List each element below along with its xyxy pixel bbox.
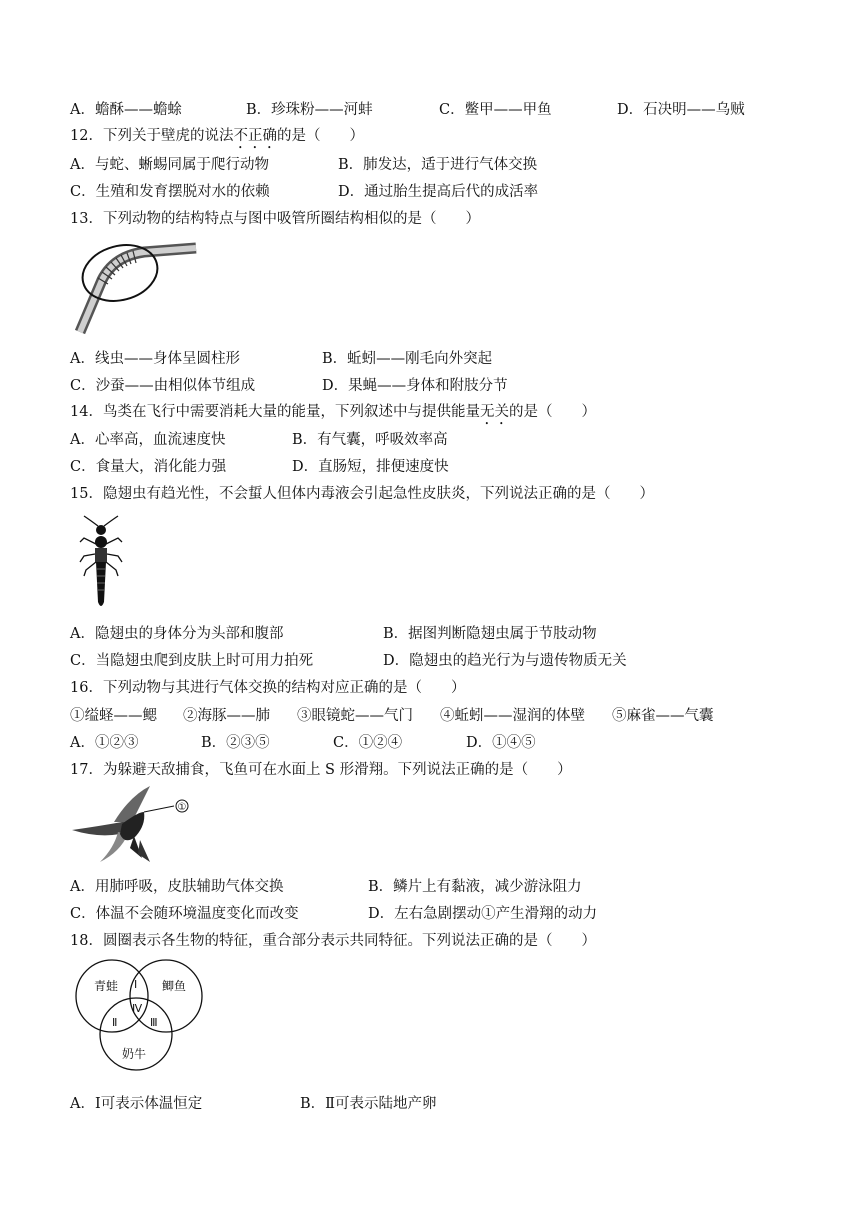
q11-option-b: B．珍珠粉——河蚌 xyxy=(246,102,373,118)
venn-diagram xyxy=(70,956,210,1076)
q16-item-4: ④蚯蚓——湿润的体壁 xyxy=(440,708,585,724)
venn-label-cow: 奶牛 xyxy=(122,1047,147,1061)
venn-region-1: Ⅰ xyxy=(134,978,138,991)
q13-option-a: A．线虫——身体呈圆柱形 xyxy=(70,351,240,367)
flying-fish-figure xyxy=(70,782,220,872)
q12-option-d: D．通过胎生提高后代的成活率 xyxy=(338,184,539,200)
q16-option-b: B．②③⑤ xyxy=(201,735,270,751)
q14-emphasis: 无关 xyxy=(479,404,509,420)
q11-option-a: A．蟾酥——蟾蜍 xyxy=(70,102,182,118)
q12-option-c: C．生殖和发育摆脱对水的依赖 xyxy=(70,184,270,200)
q12-option-b: B．肺发达，适于进行气体交换 xyxy=(338,157,538,173)
q18-option-b: B．Ⅱ可表示陆地产卵 xyxy=(300,1096,437,1112)
venn-region-4: Ⅳ xyxy=(132,1002,143,1015)
rove-beetle-figure xyxy=(76,514,126,614)
q17-figure-label: ① xyxy=(177,802,187,813)
q17-stem: 17．为躲避天敌捕食，飞鱼可在水面上 S 形滑翔。下列说法正确的是（ ） xyxy=(70,762,572,778)
q11-option-d: D．石决明——乌贼 xyxy=(617,102,745,118)
q16-item-3: ③眼镜蛇——气门 xyxy=(297,708,413,724)
straw-figure xyxy=(72,238,202,336)
q14-option-a: A．心率高，血流速度快 xyxy=(70,432,226,448)
q13-stem: 13．下列动物的结构特点与图中吸管所圈结构相似的是（ ） xyxy=(70,211,480,227)
q16-item-2: ②海豚——肺 xyxy=(183,708,270,724)
q17-option-b: B．鳞片上有黏液，减少游泳阻力 xyxy=(368,879,582,895)
venn-label-frog: 青蛙 xyxy=(94,979,119,993)
q15-option-c: C．当隐翅虫爬到皮肤上时可用力拍死 xyxy=(70,653,314,669)
q18-stem: 18．圆圈表示各生物的特征，重合部分表示共同特征。下列说法正确的是（ ） xyxy=(70,933,596,949)
venn-region-3: Ⅲ xyxy=(150,1016,158,1029)
q16-option-c: C．①②④ xyxy=(333,735,403,751)
q13-option-c: C．沙蚕——由相似体节组成 xyxy=(70,378,256,394)
q14-stem: 14．鸟类在飞行中需要消耗大量的能量，下列叙述中与提供能量无关的是（ ） xyxy=(70,404,596,420)
q17-option-c: C．体温不会随环境温度变化而改变 xyxy=(70,906,299,922)
q16-item-5: ⑤麻雀——气囊 xyxy=(612,708,714,724)
q11-option-c: C．鳖甲——甲鱼 xyxy=(439,102,552,118)
venn-label-crucian: 鲫鱼 xyxy=(162,979,187,993)
q15-option-d: D．隐翅虫的趋光行为与遗传物质无关 xyxy=(383,653,627,669)
q13-option-d: D．果蝇——身体和附肢分节 xyxy=(322,378,508,394)
q16-option-a: A．①②③ xyxy=(70,735,139,751)
q18-option-a: A．Ⅰ可表示体温恒定 xyxy=(70,1096,203,1112)
q16-item-1: ①缢蛏——鳃 xyxy=(70,708,157,724)
q14-option-b: B．有气囊，呼吸效率高 xyxy=(292,432,448,448)
q15-option-a: A．隐翅虫的身体分为头部和腹部 xyxy=(70,626,284,642)
q17-option-d: D．左右急剧摆动①产生滑翔的动力 xyxy=(368,906,598,922)
venn-region-2: Ⅱ xyxy=(112,1016,118,1029)
q12-stem: 12．下列关于壁虎的说法不正确的是（ ） xyxy=(70,128,364,144)
q14-option-c: C．食量大，消化能力强 xyxy=(70,459,227,475)
q13-option-b: B．蚯蚓——刚毛向外突起 xyxy=(322,351,493,367)
q17-option-a: A．用肺呼吸，皮肤辅助气体交换 xyxy=(70,879,284,895)
q16-stem: 16．下列动物与其进行气体交换的结构对应正确的是（ ） xyxy=(70,680,466,696)
q15-option-b: B．据图判断隐翅虫属于节肢动物 xyxy=(383,626,597,642)
q12-emphasis: 不正确 xyxy=(233,128,277,144)
q15-stem: 15．隐翅虫有趋光性，不会蜇人但体内毒液会引起急性皮肤炎，下列说法正确的是（ ） xyxy=(70,486,654,502)
q12-option-a: A．与蛇、蜥蜴同属于爬行动物 xyxy=(70,157,269,173)
q16-option-d: D．①④⑤ xyxy=(466,735,536,751)
q14-option-d: D．直肠短，排便速度快 xyxy=(292,459,449,475)
